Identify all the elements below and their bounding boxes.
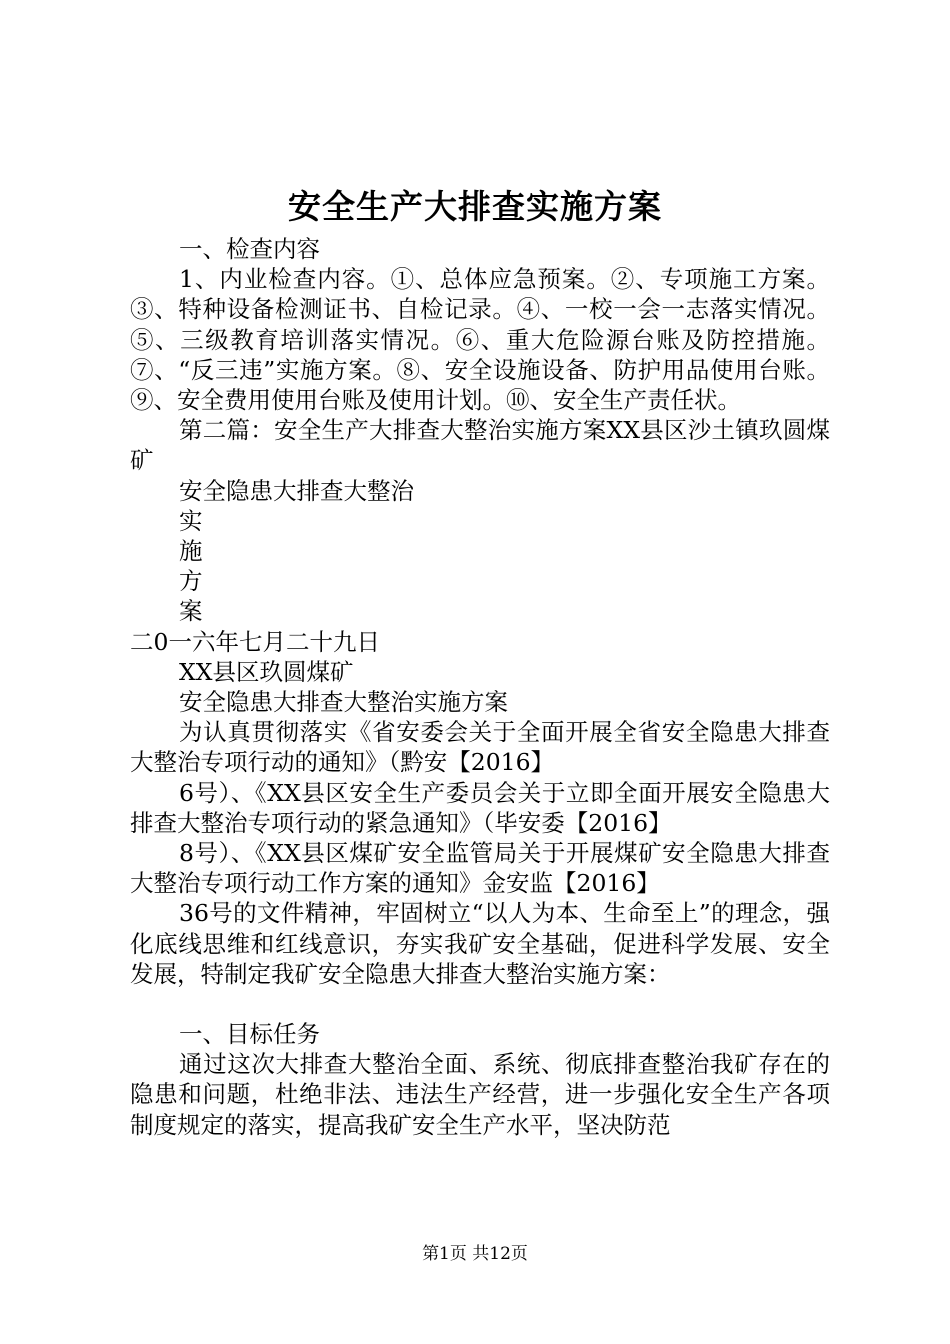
paragraph-reference-4: 36号的文件精神，牢固树立“以人为本、生命至上”的理念，强化底线思维和红线意识，夯实我矿安全基础，促进科学发展、安全发展，特制定我矿安全隐患大排查大整治实施方案： <box>130 899 830 988</box>
cover-date: 二0一六年七月二十九日 <box>130 627 380 656</box>
cover-char-shi2: 施 <box>179 537 203 566</box>
paragraph-internal-inspection: 1、内业检查内容。①、总体应急预案。②、专项施工方案。③、特种设备检测证书、自检记录。④、一校一会一志落实情况。⑤、三级教育培训落实情况。⑥、重大危险源台账及防控措施。⑦、“反三违”实施方案。⑧、安全设施设备、防护用品使用台账。⑨、安全费用使用台账及使用计划。⑩、安全生产责任状。 <box>130 265 830 415</box>
document-body <box>130 234 830 1140</box>
cover-char-fang: 方 <box>179 567 203 596</box>
section-heading-inspection-content: 一、检查内容 <box>179 235 320 263</box>
paragraph-reference-2: 6号）、《XX县区安全生产委员会关于立即全面开展安全隐患大排查大整治专项行动的紧急通知》（毕安委【2016】 <box>130 778 830 837</box>
plan-heading: 安全隐患大排查大整治实施方案 <box>179 688 508 717</box>
cover-char-an: 案 <box>179 597 203 626</box>
cover-char-shi: 实 <box>179 506 203 535</box>
cover-organization: XX县区玖圆煤矿 <box>179 657 354 686</box>
paragraph-goals-body: 通过这次大排查大整治全面、系统、彻底排查整治我矿存在的隐患和问题，杜绝非法、违法生产经营，进一步强化安全生产各项制度规定的落实，提高我矿安全生产水平，坚决防范 <box>130 1050 830 1139</box>
paragraph-second-article-title: 第二篇：安全生产大排查大整治实施方案XX县区沙土镇玖圆煤矿 <box>130 416 830 475</box>
cover-line-hazard-campaign: 安全隐患大排查大整治 <box>179 476 414 505</box>
document-title: 安全生产大排查实施方案 <box>288 187 662 226</box>
section-heading-goals: 一、目标任务 <box>179 1020 320 1049</box>
paragraph-reference-1: 为认真贯彻落实《省安委会关于全面开展全省安全隐患大排查大整治专项行动的通知》（黔安【2016】 <box>130 718 830 777</box>
paragraph-reference-3: 8号）、《XX县区煤矿安全监管局关于开展煤矿安全隐患大排查大整治专项行动工作方案的通知》金安监【2016】 <box>130 839 830 898</box>
page-footer: 第1页 共12页 <box>422 1244 528 1264</box>
